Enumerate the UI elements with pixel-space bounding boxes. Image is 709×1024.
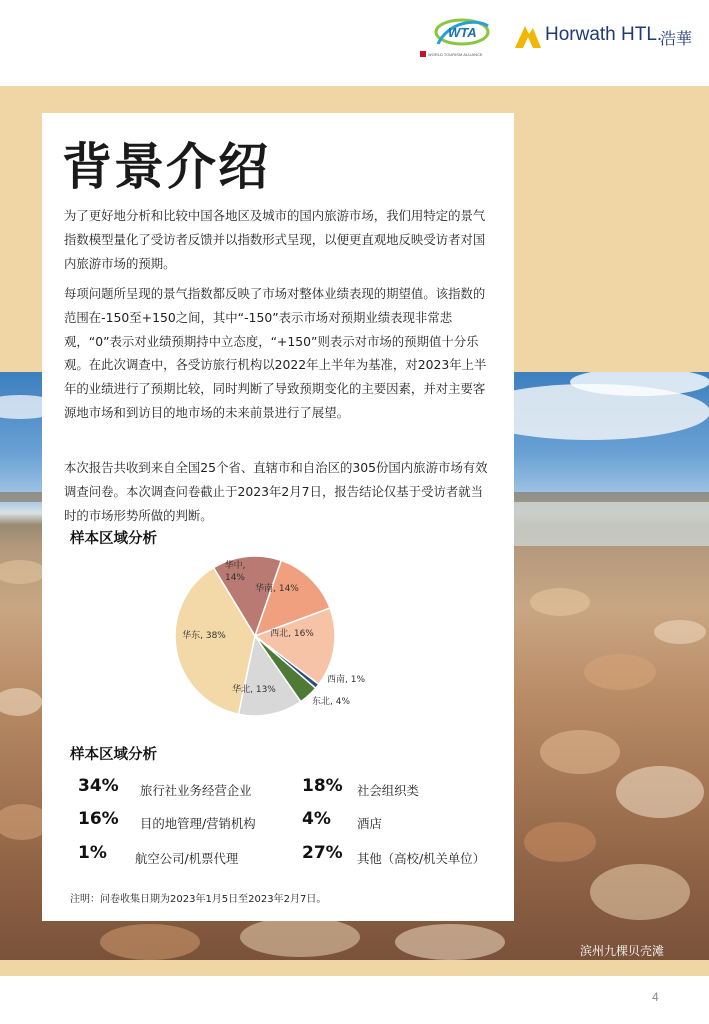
region-pie-chart (172, 546, 382, 726)
stat-label-airline: 航空公司/机票代理 (135, 851, 239, 866)
intro-paragraph-2: 每项问题所呈现的景气指数都反映了市场对整体业绩表现的期望值。该指数的范围在-150至+150之间，其中“-150”表示市场对预期业绩表现非常悲观，“0”表示对业绩预期持中立态度，“+150”则表示对市场的预期值十分乐观。在此次调查中，各受访旅行机构以2022年上半年为基准，对2023年上半年的业绩进行了预期比较，同时判断了导致预期变化的主要因素，并对主要客源地市场和到访目的地市场的未来前景进行了展望。 (64, 286, 487, 420)
wta-logo (420, 16, 492, 62)
pie-label-华东: 华东, 38% (182, 631, 226, 641)
stat-pct-destination: 16% (78, 809, 119, 829)
footnote: 注明：问卷收集日期为2023年1月5日至2023年2月7日。 (70, 894, 327, 905)
wta-logo-text: WTA (448, 25, 477, 40)
page-header (0, 0, 709, 86)
horwath-mountain-icon (515, 24, 541, 48)
horwath-cn-name: 浩華 (660, 29, 693, 48)
pie-label-西南: 西南, 1% (327, 675, 365, 685)
intro-paragraph-1: 为了更好地分析和比较中国各地区及城市的国内旅游市场，我们用特定的景气指数模型量化了受访者反馈并以指数形式呈现，以便更直观地反映受访者对国内旅游市场的预期。 (64, 208, 486, 271)
page-number: 4 (652, 990, 659, 1004)
stat-label-travel-agency: 旅行社业务经营企业 (140, 783, 252, 798)
horwath-name: Horwath HTL. (545, 24, 663, 45)
photo-caption: 滨州九棵贝壳滩 (580, 944, 665, 958)
stat-pct-hotel: 4% (302, 809, 331, 829)
stat-pct-travel-agency: 34% (78, 776, 119, 796)
horwath-logo (515, 22, 695, 52)
intro-paragraph-3: 本次报告共收到来自全国25个省、直辖市和自治区的305份国内旅游市场有效调查问卷。本次调查问卷截止于2023年2月7日，报告结论仅基于受访者就当时的市场形势所做的判断。 (64, 460, 488, 523)
stat-label-destination: 目的地管理/营销机构 (140, 816, 256, 831)
pie-label-西北: 西北, 16% (270, 629, 314, 639)
stat-pct-social-org: 18% (302, 776, 343, 796)
page-title: 背景介绍 (62, 138, 270, 196)
wta-swoosh-icon (428, 16, 490, 52)
section-title-type: 样本区域分析 (70, 747, 157, 763)
pie-label-华北: 华北, 13% (232, 685, 276, 695)
pie-label-东北: 东北, 4% (312, 697, 350, 707)
wta-subtext: WORLD TOURISM ALLIANCE (428, 52, 483, 57)
stat-label-hotel: 酒店 (357, 816, 382, 831)
stat-pct-other: 27% (302, 843, 343, 863)
pie-label-华中: 华中, 14% (224, 561, 246, 583)
stat-pct-airline: 1% (78, 843, 107, 863)
pie-chart-svg (172, 546, 382, 726)
bottom-tan-strip (0, 960, 709, 976)
pie-label-华南: 华南, 14% (255, 584, 299, 594)
content-card (42, 113, 514, 921)
stat-label-social-org: 社会组织类 (357, 783, 419, 798)
wta-red-mark (420, 51, 426, 57)
section-title-region: 样本区域分析 (70, 531, 157, 547)
stat-label-other: 其他（高校/机关单位） (357, 851, 486, 866)
